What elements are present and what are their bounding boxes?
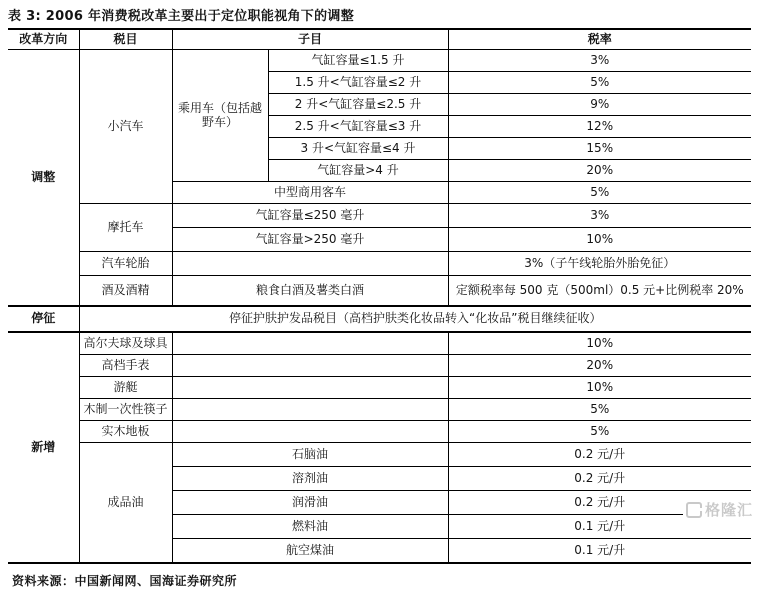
table-title: 表 3: 2006 年消费税改革主要出于定位职能视角下的调整 [8,9,355,24]
header-tax-item: 税目 [79,29,172,50]
subitem-empty-cell [172,355,448,377]
rate-cell: 0.2 元/升 [448,443,751,467]
rate-cell: 0.2 元/升 [448,491,751,515]
rate-cell: 10% [448,228,751,252]
tax-item-refined-oil: 成品油 [79,443,172,564]
subitem-cell: 燃料油 [172,515,448,539]
tax-item-luxury-watch: 高档手表 [79,355,172,377]
tax-item-yacht: 游艇 [79,377,172,399]
section-stop: 停征 [8,306,79,332]
rate-cell: 10% [448,332,751,355]
rate-cell: 定额税率每 500 克（500ml）0.5 元+比例税率 20% [448,276,751,307]
subitem-cell: 1.5 升<气缸容量≤2 升 [268,72,448,94]
tax-item-wooden-chopsticks: 木制一次性筷子 [79,399,172,421]
tax-item-tires: 汽车轮胎 [79,252,172,276]
subitem-cell: 石脑油 [172,443,448,467]
rate-cell: 20% [448,160,751,182]
rate-cell: 5% [448,399,751,421]
table-row [8,332,751,355]
rate-cell: 3% [448,204,751,228]
subitem-empty-cell [172,252,448,276]
rate-cell: 9% [448,94,751,116]
rate-cell: 0.1 元/升 [448,515,751,539]
subitem-cell: 润滑油 [172,491,448,515]
consumption-tax-reform-table [8,28,751,564]
rate-cell: 5% [448,421,751,443]
subitem-cell: 溶剂油 [172,467,448,491]
subitem-empty-cell [172,332,448,355]
subitem-cell: 气缸容量≤250 毫升 [172,204,448,228]
rate-cell: 3% [448,50,751,72]
tax-item-solid-wood-flooring: 实木地板 [79,421,172,443]
rate-cell: 3%（子午线轮胎外胎免征） [448,252,751,276]
table-row [8,443,751,467]
table-row [8,50,751,72]
subitem-cell: 气缸容量≤1.5 升 [268,50,448,72]
subitem-midsize-bus: 中型商用客车 [172,182,448,204]
subitem-cell: 2 升<气缸容量≤2.5 升 [268,94,448,116]
table-row [8,399,751,421]
rate-cell: 15% [448,138,751,160]
table-row-stop [8,306,751,332]
rate-cell: 5% [448,182,751,204]
header-row [8,29,751,50]
gelonghui-logo-icon [686,502,702,518]
gelonghui-logo-text: 格隆汇 [704,501,753,519]
rate-cell: 5% [448,72,751,94]
subitem-cell: 气缸容量>250 毫升 [172,228,448,252]
subitem-cell: 航空煤油 [172,539,448,564]
header-sub-item: 子目 [172,29,448,50]
rate-cell: 20% [448,355,751,377]
section-adjust: 调整 [8,50,79,307]
tax-item-alcohol: 酒及酒精 [79,276,172,307]
table-row [8,204,751,228]
table-row [8,252,751,276]
tax-item-motorcycle: 摩托车 [79,204,172,252]
gelonghui-watermark [683,498,756,521]
subitem-liquor: 粮食白酒及薯类白酒 [172,276,448,307]
table-row [8,421,751,443]
rate-cell: 12% [448,116,751,138]
subitem-passenger-car: 乘用车（包括越野车） [172,50,268,182]
tax-item-car: 小汽车 [79,50,172,204]
header-reform-direction: 改革方向 [8,29,79,50]
rate-cell: 10% [448,377,751,399]
table-row [8,276,751,307]
section-add: 新增 [8,332,79,563]
source-note: 资料来源：中国新闻网、国海证券研究所 [12,574,238,588]
header-tax-rate: 税率 [448,29,751,50]
subitem-cell: 3 升<气缸容量≤4 升 [268,138,448,160]
subitem-cell: 2.5 升<气缸容量≤3 升 [268,116,448,138]
stop-note: 停征护肤护发品税目（高档护肤类化妆品转入“化妆品”税目继续征收） [79,306,751,332]
subitem-empty-cell [172,421,448,443]
table-row [8,355,751,377]
rate-cell: 0.2 元/升 [448,467,751,491]
subitem-cell: 气缸容量>4 升 [268,160,448,182]
subitem-empty-cell [172,399,448,421]
subitem-empty-cell [172,377,448,399]
table-row [8,377,751,399]
tax-item-golf: 高尔夫球及球具 [79,332,172,355]
rate-cell: 0.1 元/升 [448,539,751,564]
